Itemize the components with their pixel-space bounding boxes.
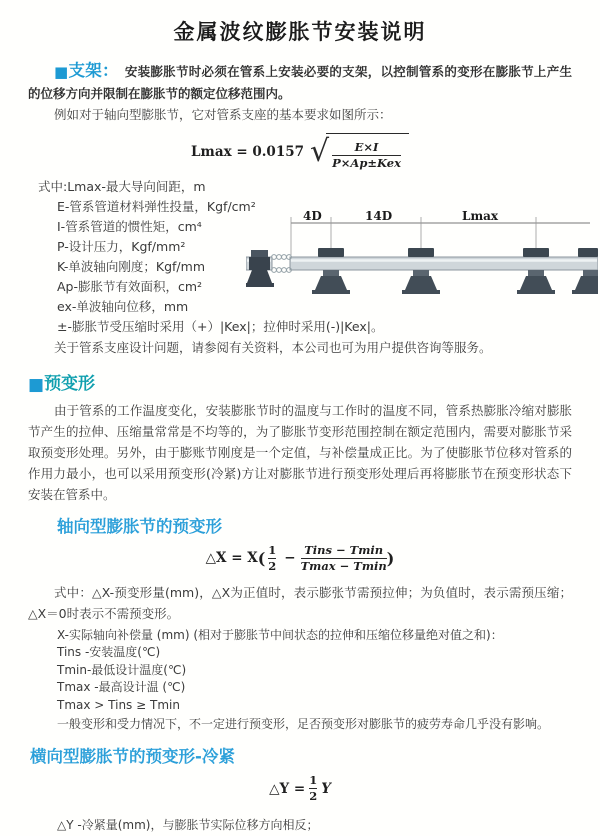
- lmax-formula-radicand: [326, 133, 409, 171]
- predeform-paragraph: 由于管系的工作温度变化，安装膨胀节时的温度与工作时的温度不同，管系热膨胀冷缩对膨胀节产生的拉伸、压缩量常常是不均等的，为了膨胀节变形范围控制在额定范围内，需要对膨胀节采取预变形处理。另外，由于膨账节刚度是一个定值，与补偿量成正比。为了使膨胀节位移对管系的作用力最小，也可以采用预变形(冷紧)方让对膨胀节进行预变形处理后再将膨胀节在预变形状态下安装在管系中。: [28, 402, 572, 502]
- lateral-predeform-subheading: 横向型膨胀节的预变形-冷紧: [30, 747, 235, 767]
- square-root-icon: √: [310, 134, 330, 170]
- temp-numerator: Tins − Tmin: [304, 542, 384, 557]
- half-denominator: 2: [309, 789, 318, 804]
- axial-definition-line: Tmax > Tins ≥ Tmin: [57, 697, 180, 712]
- definition-line: ±-膨胀节受压缩时采用（+）|Kex|；拉伸时采用(-)|Kex|。: [57, 318, 384, 334]
- definition-line: P-设计压力，Kgf/mm²: [57, 238, 186, 254]
- definition-line: ex-单波轴向位移，mm: [57, 298, 189, 314]
- lateral-note-line: △Y -冷紧量(mm)，与膨胀节实际位移方向相反；: [57, 818, 319, 833]
- diagram-label-4d: 4D: [303, 208, 322, 223]
- temp-denominator: Tmax − Tmin: [300, 558, 387, 573]
- predeform-section-heading: [28, 369, 572, 395]
- page-title: 金属波纹膨胀节安装说明: [173, 20, 427, 44]
- support-lead-text: 安装膨胀节时必须在管系上安装必要的支架，以控制管系的变形在膨胀节上产生的位移方向并限制在膨胀节的额定位移范围内。: [28, 64, 572, 101]
- lateral-formula-half-fraction: [309, 773, 317, 804]
- pipe: [290, 257, 598, 270]
- lmax-formula-denominator: P×Ap±Kex: [332, 155, 401, 170]
- diagram-label-lmax: Lmax: [462, 208, 499, 223]
- lateral-formula-rhs: Y: [321, 780, 331, 797]
- guide-support: [517, 248, 555, 294]
- definition-line: I-管系管道的惯性矩，cm⁴: [57, 218, 202, 234]
- pipe-support-diagram: [246, 209, 598, 307]
- lmax-formula-lhs: Lmax = 0.0157: [191, 143, 304, 160]
- axial-definition-line: Tmax -最高设计温 (℃): [57, 680, 186, 695]
- lateral-predeform-formula: [28, 773, 572, 804]
- axial-definition-line: X-实际轴向补偿量 (mm) (相对于膨胀节中间状态的拉伸和压缩位移量绝对值之和)：: [57, 627, 503, 642]
- predeform-heading-text: 预变形: [44, 373, 96, 394]
- blue-square-icon: ■: [28, 374, 45, 395]
- axial-definition-line: Tmin-最低设计温度(℃): [57, 662, 187, 677]
- axial-definition-line: Tins -安装温度(℃): [57, 645, 161, 660]
- support-note-line: 关于管系支座设计问题，请参阅有关资料，本公司也可为用户提供咨询等服务。: [54, 339, 492, 355]
- axial-formula-lhs: △X = X: [205, 550, 258, 567]
- axial-formula-temp-fraction: [301, 543, 387, 574]
- blue-square-icon: ■: [54, 63, 69, 81]
- axial-note-line: 一般变形和受力情况下，不一定进行预变形，足否预变形对膨胀节的疲劳寿命几乎没有影响。: [57, 717, 550, 732]
- axial-formula-explanation: 式中：△X-预变形量(mm)，△X为正值时，表示膨张节需预拉伸；为负值时，表示需预压缩；△X＝0时表示不需预变形。: [28, 584, 572, 621]
- lmax-formula: [28, 133, 572, 171]
- guide-support: [402, 248, 440, 294]
- bellows-icon: [272, 254, 292, 272]
- formula-symbol-definitions: [28, 177, 572, 337]
- half-denominator: 2: [268, 558, 277, 573]
- lateral-formula-lhs: △Y =: [269, 780, 306, 797]
- axial-predeform-formula: [28, 543, 572, 574]
- axial-predeform-subheading: 轴向型膨胀节的预变形: [57, 516, 222, 536]
- definition-line: K-单波轴向刚度；Kgf/mm: [57, 258, 205, 274]
- pipe-support-diagram-svg: [246, 209, 598, 307]
- definition-line: 式中:Lmax-最大导向间距，m: [38, 178, 206, 194]
- lmax-formula-numerator: E×I: [354, 140, 379, 154]
- support-example-line: 例如对于轴向型膨胀节，它对管系支座的基本要求如图所示：: [54, 107, 392, 122]
- half-numerator: 1: [309, 773, 318, 788]
- support-intro-paragraph: [28, 60, 572, 104]
- axial-formula-half-fraction: [268, 543, 276, 574]
- diagram-label-14d: 14D: [365, 208, 393, 223]
- close-paren: ): [386, 548, 395, 568]
- half-numerator: 1: [268, 542, 277, 557]
- definition-line: Ap-膨胀节有效面积，cm²: [57, 278, 203, 294]
- guide-support-partial: [572, 248, 598, 294]
- guide-support: [312, 248, 350, 294]
- minus-operator: −: [284, 550, 296, 567]
- anchor-support: [246, 250, 274, 287]
- open-paren: (: [257, 548, 266, 568]
- support-section-heading: 支架：: [68, 61, 119, 80]
- definition-line: E-管系管道材料弹性投量，Kgf/cm²: [57, 198, 256, 214]
